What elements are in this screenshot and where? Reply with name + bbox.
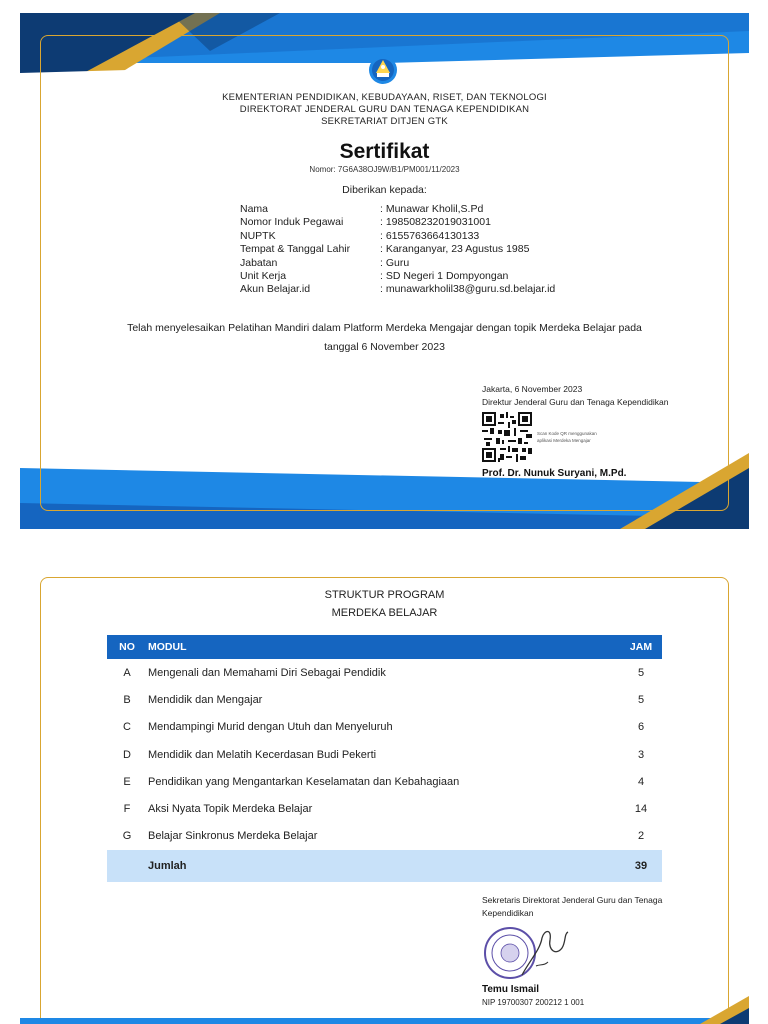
qr-note	[537, 430, 597, 444]
row-module: Mendidik dan Melatih Kecerdasan Budi Pekerti	[148, 748, 377, 761]
field-value: : 6155763664130133	[380, 229, 480, 242]
field-row-nuptk	[240, 230, 555, 243]
secretary-name: Temu Ismail	[482, 984, 540, 995]
row-no: F	[123, 803, 131, 816]
given-to-label: Diberikan kepada:	[342, 184, 427, 196]
row-jam: 5	[637, 666, 645, 679]
structure-title-line-2: MERDEKA BELAJAR	[331, 607, 438, 619]
qr-note-line-1: Scan Kode QR menggunakan	[537, 431, 597, 436]
field-row-unit	[240, 270, 555, 283]
row-jam: 4	[637, 775, 645, 788]
statement-line-2: tanggal 6 November 2023	[324, 341, 445, 353]
structure-title-line-1: STRUKTUR PROGRAM	[324, 589, 445, 601]
field-value: : Guru	[380, 256, 410, 269]
field-row-account	[240, 283, 555, 296]
page2-corner-decoration	[20, 548, 749, 1024]
field-row-position	[240, 257, 555, 270]
total-value: 39	[620, 850, 662, 882]
header-block	[20, 92, 749, 128]
row-no: E	[123, 775, 131, 788]
header-line-secretariat: SEKRETARIAT DITJEN GTK	[321, 116, 448, 127]
row-no: D	[123, 748, 131, 761]
field-label: Jabatan	[240, 256, 278, 269]
qr-note-line-2: aplikasi Merdeka Mengajar	[537, 438, 591, 443]
row-module: Mendidik dan Mengajar	[148, 693, 263, 706]
secretary-position-line-2: Kependidikan	[482, 908, 534, 918]
field-label: Unit Kerja	[240, 270, 287, 283]
row-jam: 3	[637, 748, 645, 761]
tut-wuri-handayani-logo	[368, 55, 398, 85]
row-module: Belajar Sinkronus Merdeka Belajar	[148, 830, 318, 843]
signer-name: Prof. Dr. Nunuk Suryani, M.Pd.	[482, 468, 627, 479]
field-value: : 198508232019031001	[380, 216, 491, 229]
certificate-page	[20, 13, 749, 529]
row-no: B	[123, 693, 131, 706]
field-value: : munawarkholil38@guru.sd.belajar.id	[380, 283, 556, 296]
field-label: NUPTK	[240, 229, 276, 242]
field-value: : Karanganyar, 23 Agustus 1985	[380, 243, 530, 256]
row-jam: 14	[634, 803, 648, 816]
qr-code	[482, 412, 532, 462]
field-label: Nama	[240, 203, 269, 215]
structure-page	[20, 548, 749, 1024]
row-jam: 5	[637, 693, 645, 706]
field-row-birth	[240, 243, 555, 256]
row-jam: 2	[637, 830, 645, 843]
row-no: C	[123, 721, 131, 734]
row-module: Mendampingi Murid dengan Utuh dan Menyeluruh	[148, 721, 393, 734]
sign-position: Direktur Jenderal Guru dan Tenaga Kependidikan	[482, 397, 669, 407]
field-row-nip	[240, 216, 555, 229]
row-no: A	[123, 666, 131, 679]
header-line-ministry: KEMENTERIAN PENDIDIKAN, KEBUDAYAAN, RISET, DAN TEKNOLOGI	[222, 92, 547, 103]
row-no: G	[122, 830, 132, 843]
field-label: Akun Belajar.id	[240, 283, 311, 296]
certificate-number: Nomor: 7G6A38OJ9W/B1/PM001/11/2023	[309, 165, 460, 174]
completion-statement	[20, 319, 749, 357]
row-module: Pendidikan yang Mengantarkan Keselamatan dan Kebahagiaan	[148, 775, 460, 788]
statement-line-1: Telah menyelesaikan Pelatihan Mandiri dalam Platform Merdeka Mengajar dengan topik Merdeka Belajar pada	[127, 322, 642, 334]
total-label: Jumlah	[147, 850, 620, 882]
sign-place-date: Jakarta, 6 November 2023	[482, 384, 583, 394]
header-line-directorate: DIREKTORAT JENDERAL GURU DAN TENAGA KEPENDIDIKAN	[239, 104, 530, 115]
recipient-fields	[240, 203, 555, 297]
header-module: MODUL	[147, 635, 620, 659]
field-label: Tempat & Tanggal Lahir	[240, 243, 351, 256]
row-module: Aksi Nyata Topik Merdeka Belajar	[148, 803, 313, 816]
signature-block	[482, 383, 669, 409]
row-module: Mengenali dan Memahami Diri Sebagai Pendidik	[148, 666, 386, 679]
field-row-name	[240, 203, 555, 216]
header-jam: JAM	[620, 635, 662, 659]
header-no: NO	[107, 635, 147, 659]
secretary-position-line-1: Sekretaris Direktorat Jenderal Guru dan Tenaga	[482, 895, 663, 905]
secretary-nip: NIP 19700307 200212 1 001	[482, 998, 585, 1007]
certificate-title: Sertifikat	[339, 140, 430, 163]
field-value: : SD Negeri 1 Dompyongan	[380, 270, 509, 283]
field-value: : Munawar Kholil,S.Pd	[380, 203, 484, 215]
row-jam: 6	[637, 721, 645, 734]
field-label: Nomor Induk Pegawai	[240, 216, 344, 229]
